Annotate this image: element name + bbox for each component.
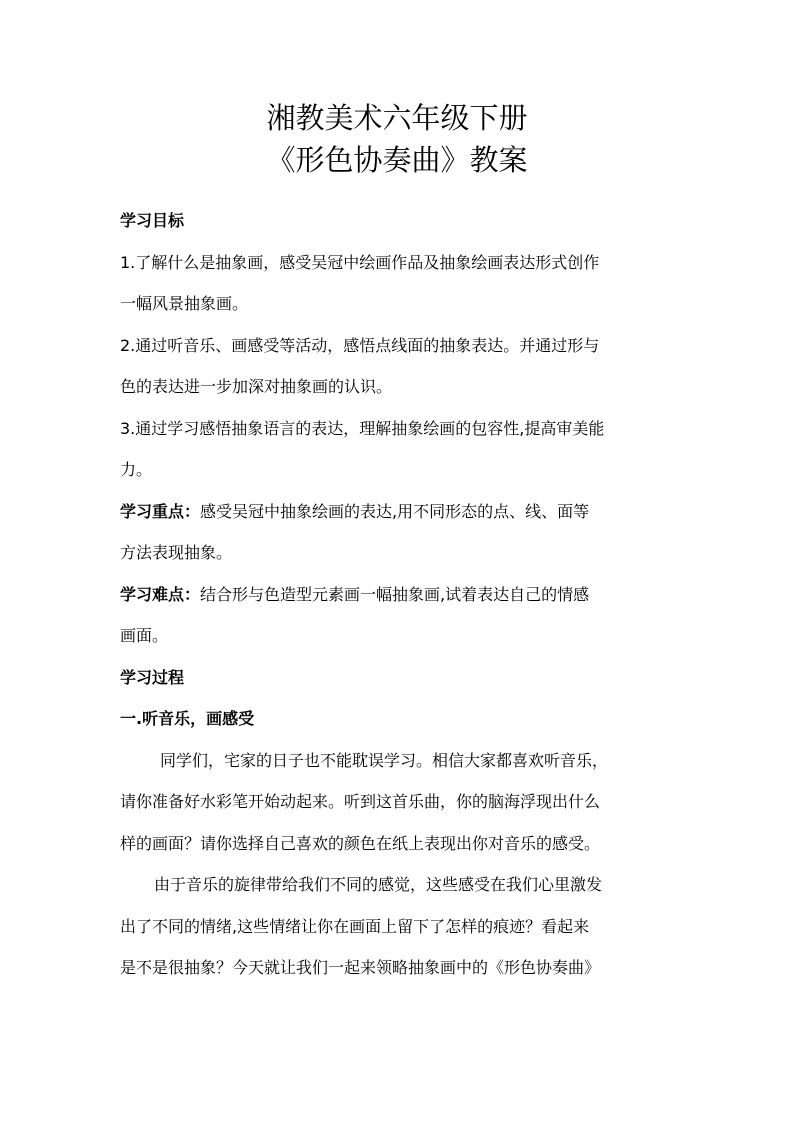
process-heading: 学习过程 <box>120 667 185 687</box>
key-points-line-1 <box>120 491 680 533</box>
difficulties-line-1 <box>120 574 680 616</box>
difficulties-text: 结合形与色造型元素画一幅抽象画,试着表达自己的情感 <box>200 584 590 604</box>
objective-1-line-1: 1.了解什么是抽象画，感受吴冠中绘画作品及抽象绘画表达形式创作 <box>120 252 600 272</box>
difficulties-line-2: 画面。 <box>120 626 169 645</box>
paragraph-2-line-2: 出了不同的情绪,这些情绪让你在画面上留下了怎样的痕迹？看起来 <box>120 916 590 936</box>
objectives-heading: 学习目标 <box>120 211 185 230</box>
paragraph-2-line-3: 是不是很抽象？今天就让我们一起来领略抽象画中的《形色协奏曲》 <box>120 958 601 977</box>
paragraph-1-line-2: 请你准备好水彩笔开始动起来。听到这首乐曲，你的脑海浮现出什么 <box>120 792 601 811</box>
document-title-line-1: 湘教美术六年级下册 <box>266 101 528 135</box>
key-points-label: 学习重点： <box>120 501 201 521</box>
document-title-line-2: 《形色协奏曲》教案 <box>266 143 528 177</box>
paragraph-2-line-1: 由于音乐的旋律带给我们不同的感觉，这些感受在我们心里激发 <box>154 875 603 894</box>
key-points-text: 感受吴冠中抽象绘画的表达,用不同形态的点、线、面等 <box>200 501 590 521</box>
paragraph-1-line-3: 样的画面？请你选择自己喜欢的颜色在纸上表现出你对音乐的感受。 <box>120 833 601 853</box>
objective-2-line-1: 2.通过听音乐、画感受等活动，感悟点线面的抽象表达。并通过形与 <box>120 335 600 355</box>
objective-3-line-2: 力。 <box>120 460 153 479</box>
difficulties-label: 学习难点： <box>120 584 201 604</box>
objective-3-line-1: 3.通过学习感悟抽象语言的表达，理解抽象绘画的包容性,提高审美能 <box>120 418 605 438</box>
objective-2-line-2: 色的表达进一步加深对抽象画的认识。 <box>120 377 393 396</box>
section-1-heading: 一.听音乐，画感受 <box>120 709 255 728</box>
document-body <box>120 200 680 989</box>
objective-1-line-2: 一幅风景抽象画。 <box>120 294 249 313</box>
key-points-line-2: 方法表现抽象。 <box>120 543 233 562</box>
paragraph-1-line-1: 同学们，宅家的日子也不能耽误学习。相信大家都喜欢听音乐， <box>160 750 609 770</box>
